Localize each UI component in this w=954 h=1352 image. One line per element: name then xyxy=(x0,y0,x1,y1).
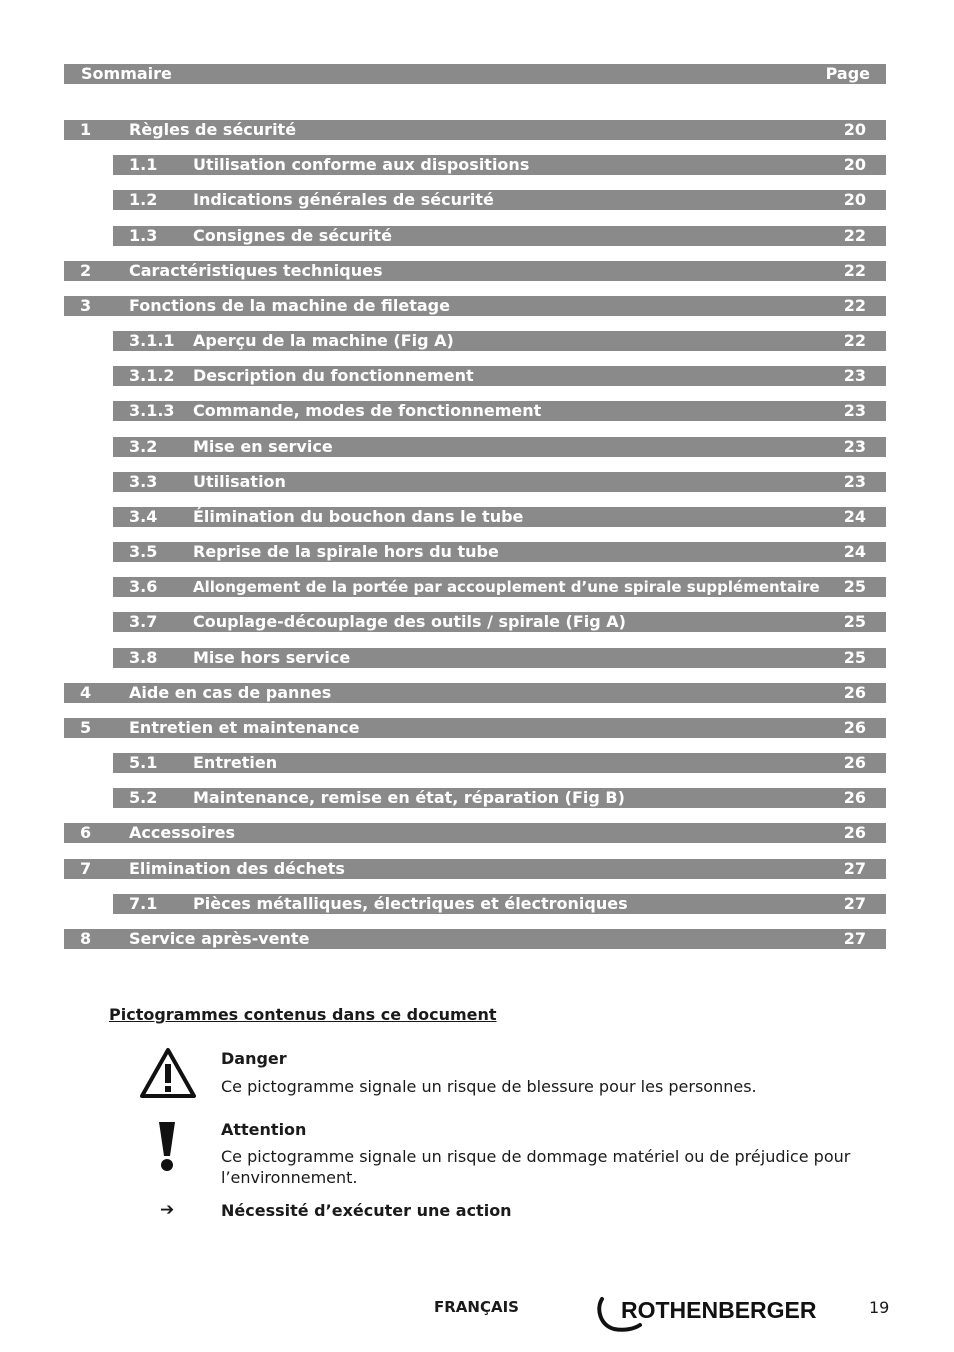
exclamation-icon xyxy=(155,1120,179,1172)
toc-entry[interactable] xyxy=(113,190,886,210)
toc-entry-number: 1.3 xyxy=(129,226,158,245)
toc-entry-number: 3 xyxy=(80,296,92,315)
toc-entry-page: 22 xyxy=(843,331,866,350)
toc-entry-page: 23 xyxy=(843,366,866,385)
toc-entry-page: 26 xyxy=(843,823,866,842)
toc-entry[interactable] xyxy=(64,859,886,879)
toc-entry[interactable] xyxy=(64,120,886,140)
toc-entry-page: 20 xyxy=(843,190,866,209)
toc-entry-title: Fonctions de la machine de filetage xyxy=(129,296,450,315)
toc-entry-page: 27 xyxy=(843,894,866,913)
warning-triangle-icon xyxy=(139,1047,197,1099)
toc-entry[interactable] xyxy=(113,788,886,808)
toc-entry-number: 3.4 xyxy=(129,507,158,526)
toc-entry-number: 5 xyxy=(80,718,92,737)
toc-header-label: Sommaire xyxy=(81,64,172,83)
footer-language: FRANÇAIS xyxy=(434,1298,519,1316)
toc-entry-number: 3.3 xyxy=(129,472,158,491)
brand-text: ROTHENBERGER xyxy=(621,1297,817,1323)
toc-entry[interactable] xyxy=(113,437,886,457)
toc-entry-page: 25 xyxy=(843,648,866,667)
toc-entry-number: 3.1.1 xyxy=(129,331,175,350)
toc-entry-page: 25 xyxy=(843,577,866,596)
toc-entry[interactable] xyxy=(64,718,886,738)
toc-entry-page: 22 xyxy=(843,226,866,245)
toc-entry-number: 3.5 xyxy=(129,542,158,561)
toc-entry[interactable] xyxy=(113,507,886,527)
toc-entry-title: Pièces métalliques, électriques et électroniques xyxy=(193,894,628,913)
toc-entry-number: 1.2 xyxy=(129,190,158,209)
toc-entry-number: 5.1 xyxy=(129,753,158,772)
attention-text: Ce pictogramme signale un risque de dommage matériel ou de préjudice pour l’environnement. xyxy=(221,1147,851,1187)
toc-entry-title: Elimination des déchets xyxy=(129,859,345,878)
toc-entry-page: 22 xyxy=(843,296,866,315)
toc-entry[interactable] xyxy=(113,366,886,386)
toc-entry-title: Consignes de sécurité xyxy=(193,226,392,245)
toc-entry-title: Mise en service xyxy=(193,437,333,456)
toc-entry-number: 6 xyxy=(80,823,92,842)
toc-entry-title: Aide en cas de pannes xyxy=(129,683,332,702)
toc-entry-title: Accessoires xyxy=(129,823,235,842)
toc-entry-title: Entretien et maintenance xyxy=(129,718,360,737)
action-title: Nécessité d’exécuter une action xyxy=(221,1201,512,1220)
toc-entry-title: Entretien xyxy=(193,753,278,772)
toc-entry[interactable] xyxy=(113,894,886,914)
toc-entry[interactable] xyxy=(113,612,886,632)
toc-entry-title: Aperçu de la machine (Fig A) xyxy=(193,331,454,350)
toc-entry-title: Utilisation conforme aux dispositions xyxy=(193,155,530,174)
toc-entry[interactable] xyxy=(113,542,886,562)
toc-entry-number: 8 xyxy=(80,929,92,948)
toc-entry-number: 4 xyxy=(80,683,92,702)
toc-entry-page: 26 xyxy=(843,753,866,772)
rothenberger-logo xyxy=(594,1295,834,1333)
toc-entry-title: Description du fonctionnement xyxy=(193,366,474,385)
toc-entry-page: 26 xyxy=(843,718,866,737)
toc-entry[interactable] xyxy=(113,648,886,668)
toc-entry-title: Commande, modes de fonctionnement xyxy=(193,401,542,420)
toc-entry-page: 23 xyxy=(843,472,866,491)
toc-entry-number: 3.8 xyxy=(129,648,158,667)
toc-entry-number: 7.1 xyxy=(129,894,158,913)
toc-entry-page: 24 xyxy=(843,542,866,561)
toc-entry-number: 3.6 xyxy=(129,577,158,596)
toc-entry-number: 2 xyxy=(80,261,92,280)
toc-entry-title: Reprise de la spirale hors du tube xyxy=(193,542,499,561)
toc-entry[interactable] xyxy=(113,226,886,246)
toc-entry-title: Allongement de la portée par accouplement d’une spirale supplémentaire xyxy=(193,578,820,596)
toc-entry[interactable] xyxy=(64,823,886,843)
toc-entry-page: 25 xyxy=(843,612,866,631)
toc-entry-number: 3.2 xyxy=(129,437,158,456)
toc-entry-page: 23 xyxy=(843,437,866,456)
toc-entry[interactable] xyxy=(113,753,886,773)
page-number: 19 xyxy=(869,1298,890,1317)
toc-entry-number: 5.2 xyxy=(129,788,158,807)
toc-entry-title: Indications générales de sécurité xyxy=(193,190,494,209)
toc-entry[interactable] xyxy=(113,472,886,492)
toc-entry-number: 1.1 xyxy=(129,155,158,174)
toc-entry-page: 20 xyxy=(843,155,866,174)
toc-entry-title: Caractéristiques techniques xyxy=(129,261,383,280)
pictograms-heading: Pictogrammes contenus dans ce document xyxy=(109,1005,497,1024)
toc-entry[interactable] xyxy=(113,331,886,351)
toc-entry[interactable] xyxy=(113,401,886,421)
danger-text: Ce pictogramme signale un risque de blessure pour les personnes. xyxy=(221,1077,757,1096)
toc-entry-title: Maintenance, remise en état, réparation (Fig B) xyxy=(193,788,625,807)
toc-entry-page: 27 xyxy=(843,859,866,878)
toc-entry-title: Règles de sécurité xyxy=(129,120,297,139)
toc-entry-title: Mise hors service xyxy=(193,648,351,667)
toc-entry-number: 7 xyxy=(80,859,92,878)
toc-entry-number: 3.7 xyxy=(129,612,158,631)
toc-entry-number: 3.1.3 xyxy=(129,401,175,420)
toc-entry-title: Service après-vente xyxy=(129,929,310,948)
toc-entry-title: Élimination du bouchon dans le tube xyxy=(193,507,524,526)
toc-entry-page: 20 xyxy=(843,120,866,139)
toc-entry-number: 1 xyxy=(80,120,92,139)
toc-entry-page: 22 xyxy=(843,261,866,280)
toc-entry[interactable] xyxy=(64,929,886,949)
toc-entry[interactable] xyxy=(113,155,886,175)
toc-entry[interactable] xyxy=(64,261,886,281)
toc-entry[interactable] xyxy=(64,296,886,316)
toc-entry-title: Utilisation xyxy=(193,472,286,491)
toc-entry-title: Couplage-découplage des outils / spirale (Fig A) xyxy=(193,612,626,631)
toc-entry-number: 3.1.2 xyxy=(129,366,175,385)
toc-entry-page: 26 xyxy=(843,788,866,807)
toc-entry-page: 26 xyxy=(843,683,866,702)
danger-title: Danger xyxy=(221,1049,287,1068)
arrow-right-icon: ➔ xyxy=(160,1200,175,1220)
toc-header xyxy=(64,64,886,84)
toc-entry[interactable] xyxy=(64,683,886,703)
toc-entry-page: 23 xyxy=(843,401,866,420)
attention-title: Attention xyxy=(221,1120,307,1139)
toc-header-page-label: Page xyxy=(825,64,870,83)
toc-entry-page: 27 xyxy=(843,929,866,948)
toc-entry[interactable] xyxy=(113,577,886,597)
toc-entry-page: 24 xyxy=(843,507,866,526)
